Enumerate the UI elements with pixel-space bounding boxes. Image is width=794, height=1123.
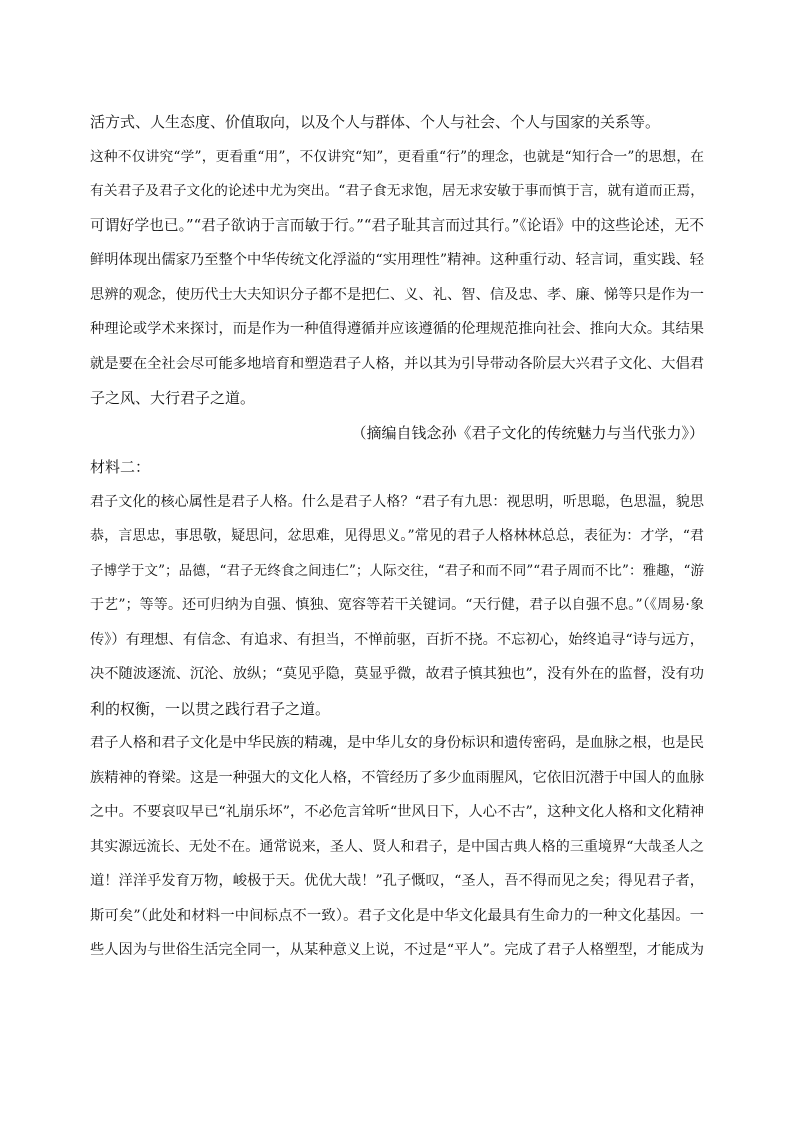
text-line: 子之风、大行君子之道。 — [90, 389, 256, 407]
text-line: 有关君子及君子文化的论述中尤为突出。“君子食无求饱，居无求安敏于事而慎于言，就有道而正焉， — [90, 183, 704, 199]
section-heading: 材料二： — [90, 458, 151, 476]
text-line: 道！洋洋乎发育万物，峻极于天。优优大哉！”孔子慨叹，“圣人，吾不得而见之矣；得见君子者， — [90, 873, 704, 889]
text-line: 鲜明体现出儒家乃至整个中华传统文化浮溢的“实用理性”精神。这种重行动、轻言词，重实践、轻 — [90, 252, 704, 268]
text-line: 这种不仅讲究“学”，更看重“用”，不仅讲究“知”，更看重“行”的理念，也就是“知行合一”的思想，在 — [90, 149, 704, 165]
text-line: 可谓好学也已。”“君子欲讷于言而敏于行。”“君子耻其言而过其行。”《论语》中的这些论述，无不 — [90, 217, 704, 234]
text-line: 族精神的脊梁。这是一种强大的文化人格，不管经历了多少血雨腥风，它依旧沉潜于中国人的血脉 — [90, 770, 704, 786]
text-line: 君子文化的核心属性是君子人格。什么是君子人格？“君子有九思：视思明，听思聪，色思温，貌思 — [90, 494, 704, 510]
text-line: 之中。不要哀叹早已“礼崩乐坏”，不必危言耸听“世风日下，人心不古”，这种文化人格和文化精神 — [90, 804, 704, 820]
text-line: 子博学于文”；品德，“君子无终食之间违仁”；人际交往，“君子和而不同”“君子周而不比”：雅趣，“游 — [90, 563, 704, 579]
text-line: 其实源远流长、无处不在。通常说来，圣人、贤人和君子，是中国古典人格的三重境界“大哉圣人之 — [90, 839, 704, 855]
text-line: 恭，言思忠，事思敬，疑思问，忿思难，见得思义。”常见的君子人格林林总总，表征为：才学，“君 — [90, 528, 704, 544]
text-line: 君子人格和君子文化是中华民族的精魂，是中华儿女的身份标识和遗传密码，是血脉之根，也是民 — [90, 735, 704, 751]
text-line: 些人因为与世俗生活完全同一，从某种意义上说，不过是“平人”。完成了君子人格塑型，才能成为 — [90, 942, 704, 958]
text-line: 决不随波逐流、沉沦、放纵；“莫见乎隐，莫显乎微，故君子慎其独也”，没有外在的监督，没有功 — [90, 666, 704, 682]
text-line: 利的权衡，一以贯之践行君子之道。 — [90, 700, 331, 718]
text-line: 于艺”；等等。还可归纳为自强、慎独、宽容等若干关键词。“天行健，君子以自强不息。”（《周易·象 — [90, 597, 704, 613]
source-citation: （摘编自钱念孙《君子文化的传统魅力与当代张力》） — [351, 424, 704, 442]
text-line: 就是要在全社会尽可能多地培育和塑造君子人格，并以其为引导带动各阶层大兴君子文化、大倡君 — [90, 356, 704, 372]
text-line: 种理论或学术来探讨，而是作为一种值得遵循并应该遵循的伦理规范推向社会、推向大众。其结果 — [90, 321, 704, 337]
text-line: 传》）有理想、有信念、有追求、有担当，不惮前驱，百折不挠。不忘初心，始终追寻“诗与远方， — [90, 632, 704, 648]
text-line: 思辨的观念，使历代士大夫知识分子都不是把仁、义、礼、智、信及忠、孝、廉、悌等只是作为一 — [90, 287, 704, 303]
text-line: 斯可矣”（此处和材料一中间标点不一致）。君子文化是中华文化最具有生命力的一种文化基因。一 — [90, 908, 704, 924]
text-line: 活方式、人生态度、价值取向，以及个人与群体、个人与社会、个人与国家的关系等。 — [90, 113, 661, 131]
